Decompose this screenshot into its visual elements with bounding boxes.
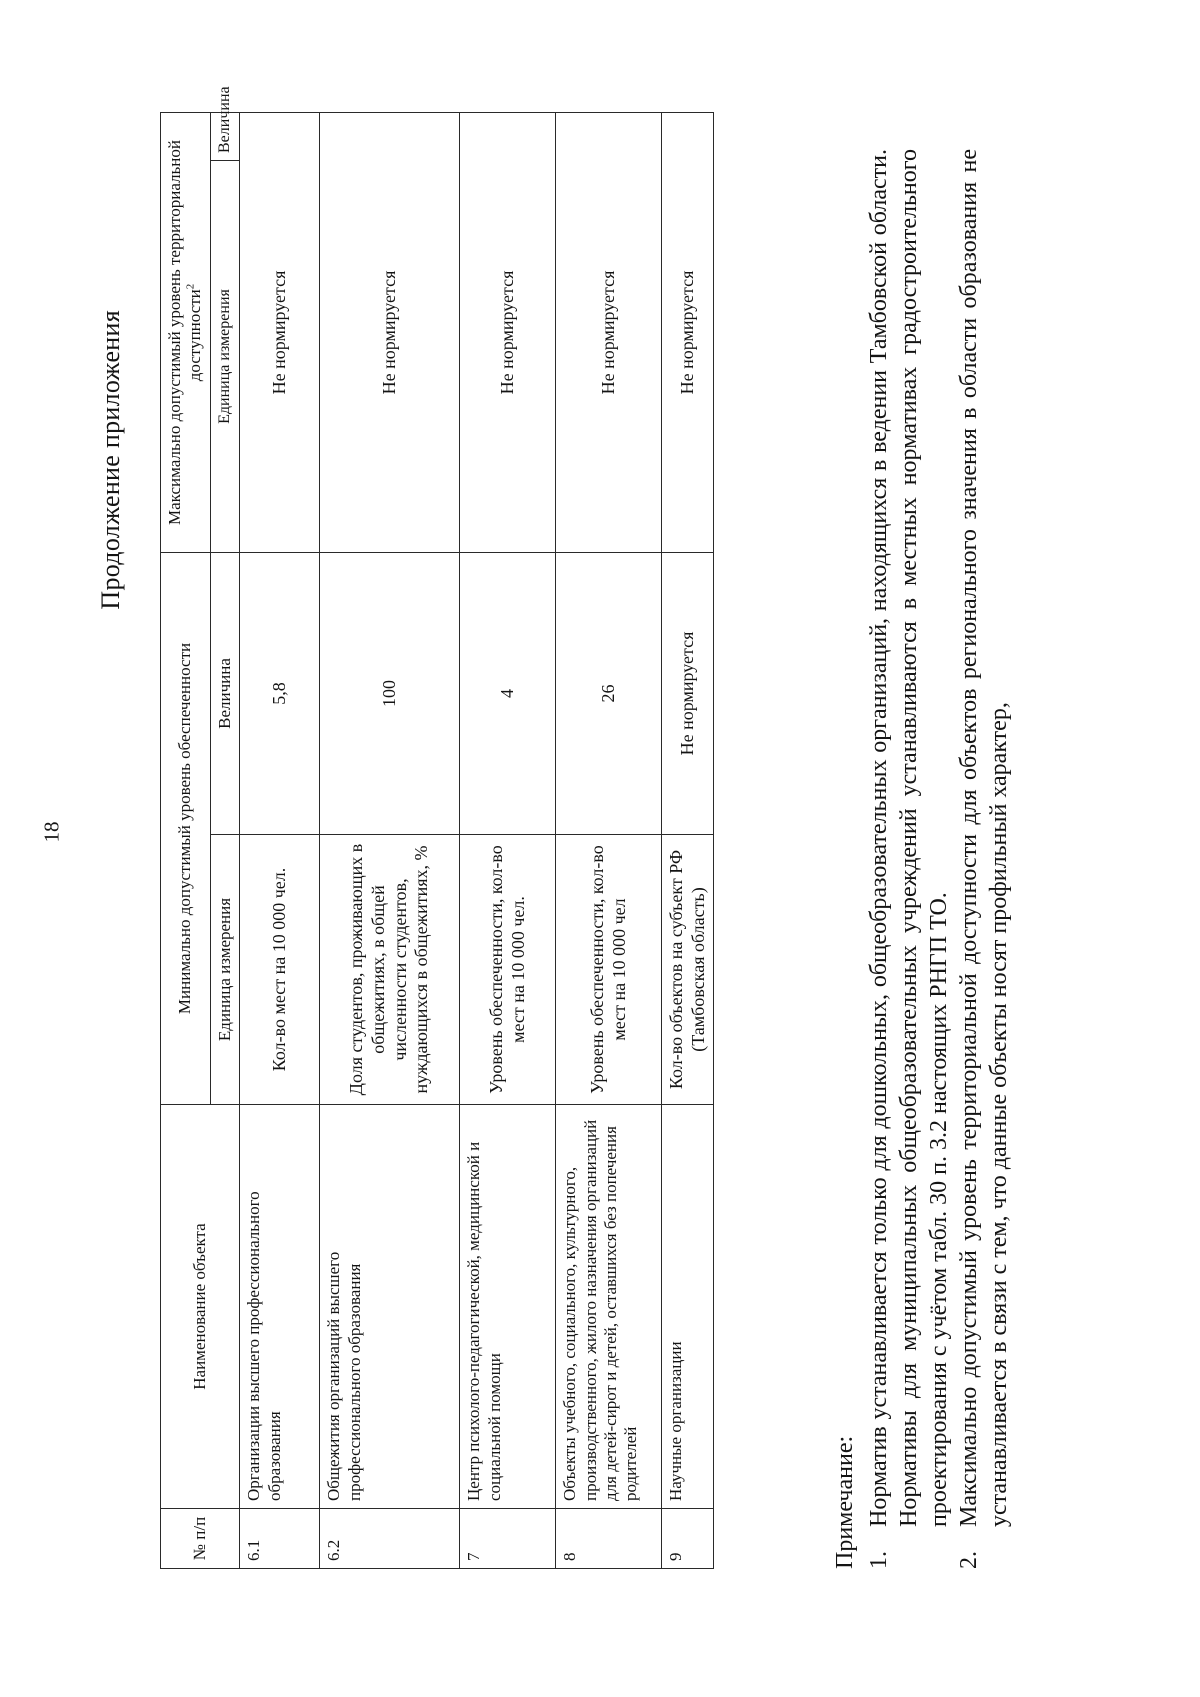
note-item [864, 149, 954, 1569]
header-name: Наименование объекта [161, 1105, 240, 1509]
footnote-marker: 2 [184, 283, 197, 290]
row-max-accessibility: Не нормируется [556, 112, 662, 552]
header-max-unit: Единица измерения [210, 160, 239, 552]
row-min-unit: Уровень обеспеченности, кол-во мест на 10 000 чел [556, 835, 662, 1105]
row-name: Общежития организаций высшего профессионального образования [320, 1105, 460, 1509]
row-num: 8 [556, 1509, 662, 1569]
table-row [320, 112, 460, 1568]
row-min-value: 100 [320, 552, 460, 834]
header-max-value: Величина [210, 112, 239, 160]
header-min-unit: Единица измерения [210, 835, 239, 1105]
note-number: 2. [956, 1551, 982, 1569]
table-row [240, 112, 320, 1568]
row-min-value: 26 [556, 552, 662, 834]
notes-title: Примечание: [832, 1435, 858, 1569]
row-max-accessibility: Не нормируется [320, 112, 460, 552]
header-max-accessibility-label: Максимально допустимый уровень территориальной доступности [165, 140, 205, 525]
header-min-provision: Минимально допустимый уровень обеспеченности [161, 552, 211, 1104]
note-text: Максимально допустимый уровень территориальной доступности для объектов регионального значения в области образования не устанавливается в связи с тем, что данные объекты носят профильный характер, [956, 149, 1012, 1527]
row-max-accessibility: Не нормируется [460, 112, 556, 552]
note-number: 1. [866, 1551, 892, 1569]
header-max-accessibility [161, 112, 211, 552]
table-row [556, 112, 662, 1568]
row-num: 6.2 [320, 1509, 460, 1569]
row-max-accessibility: Не нормируется [662, 112, 714, 552]
row-min-unit: Кол-во мест на 10 000 чел. [240, 835, 320, 1105]
table-header-row [161, 112, 211, 1568]
notes-section [830, 149, 1014, 1569]
row-name: Организации высшего профессионального образования [240, 1105, 320, 1509]
standards-table [160, 86, 714, 1569]
table-row [662, 112, 714, 1568]
row-max-accessibility: Не нормируется [240, 112, 320, 552]
row-min-unit: Кол-во объектов на субъект РФ (Тамбовская область) [662, 835, 714, 1105]
row-name: Центр психолого-педагогической, медицинской и социальной помощи [460, 1105, 556, 1509]
table-row [460, 112, 556, 1568]
row-min-value: Не нормируется [662, 552, 714, 834]
note-text: Норматив устанавливается только для дошкольных, общеобразовательных организаций, находящихся в ведении Тамбовской области. Нормативы для муниципальных общеобразовательных учреждений устанавливаются в местных нормативах градостроительного проектирования с учётом табл. 30 п. 3.2 настоящих РНГП ТО. [866, 149, 952, 1527]
row-min-unit: Уровень обеспеченности, кол-во мест на 10 000 чел. [460, 835, 556, 1105]
header-num: № п/п [161, 1509, 240, 1569]
row-num: 9 [662, 1509, 714, 1569]
continuation-title: Продолжение приложения [96, 310, 125, 610]
header-min-value: Величина [210, 552, 239, 834]
page-number: 18 [39, 821, 64, 843]
row-min-value: 5,8 [240, 552, 320, 834]
row-min-unit: Доля студентов, проживающих в общежитиях, в общей численности студентов, нуждающихся в общежитиях, % [320, 835, 460, 1105]
row-num: 6.1 [240, 1509, 320, 1569]
row-name: Объекты учебного, социального, культурного, производственного, жилого назначения организаций для детей-сирот и детей, оставшихся без попечения родителей [556, 1105, 662, 1509]
row-num: 7 [460, 1509, 556, 1569]
row-name: Научные организации [662, 1105, 714, 1509]
note-item [954, 149, 1014, 1569]
row-min-value: 4 [460, 552, 556, 834]
